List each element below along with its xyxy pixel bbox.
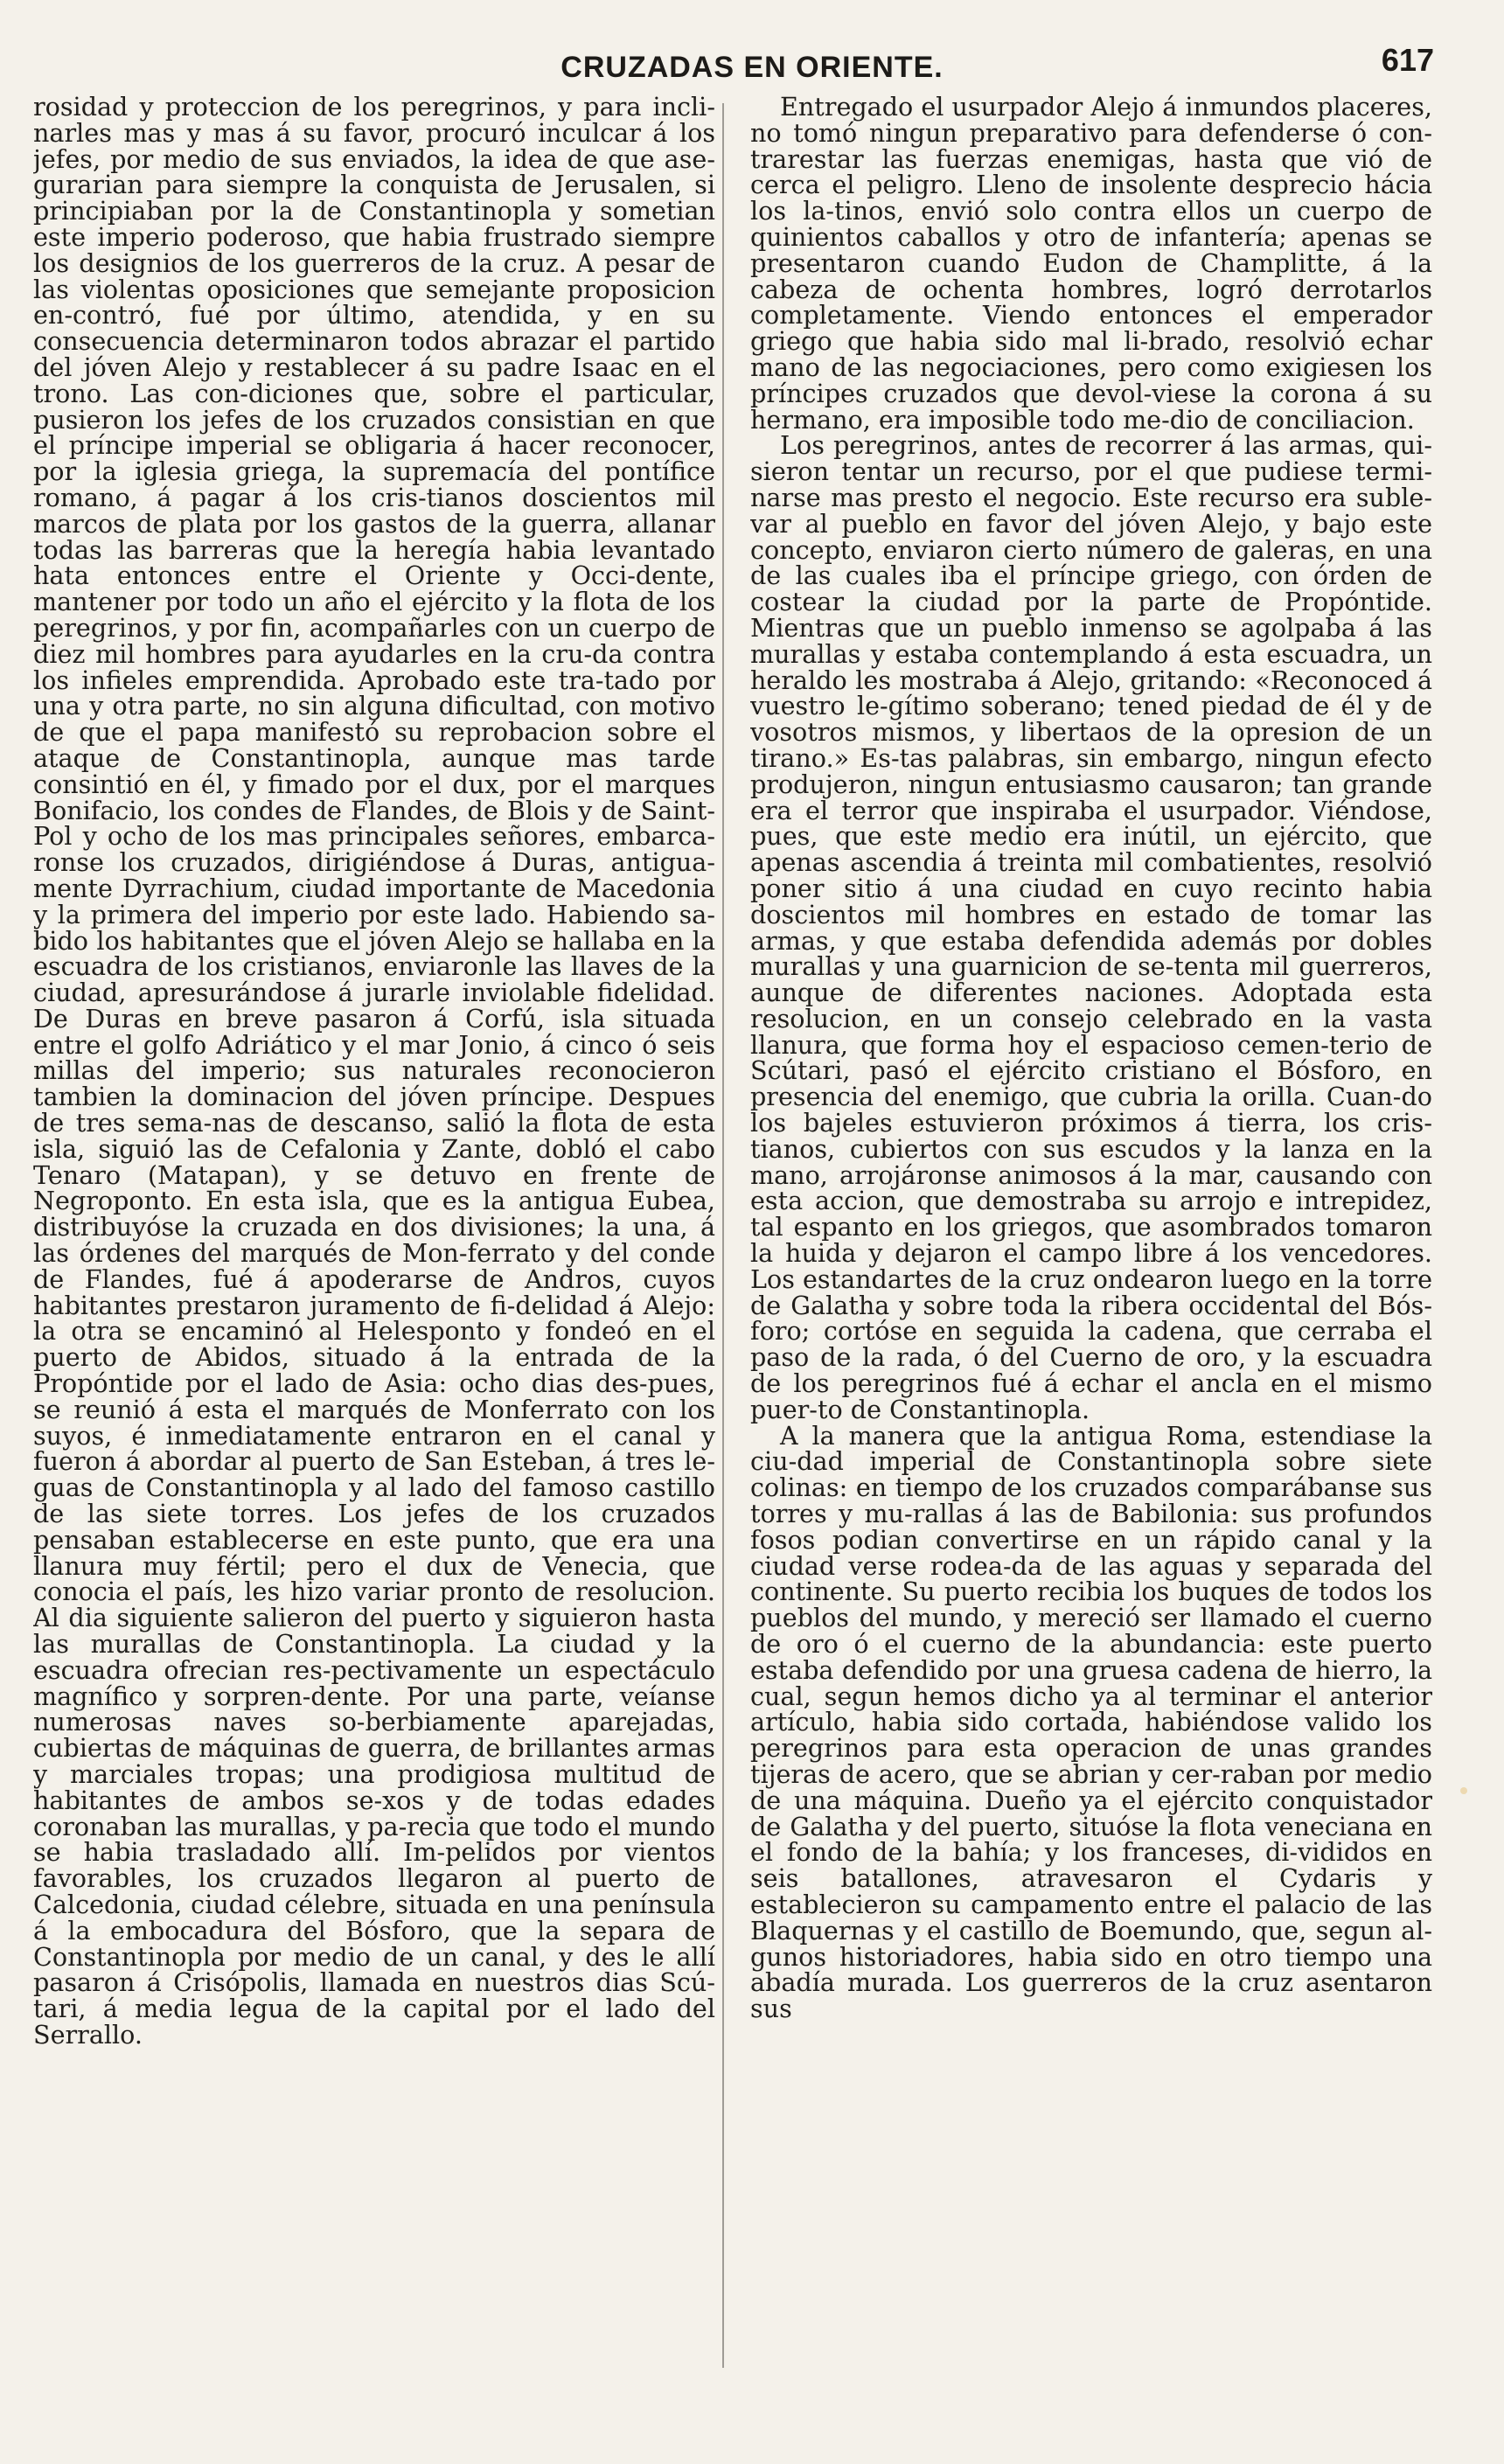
page-number: 617 (1381, 42, 1434, 78)
ink-speck (1460, 1787, 1467, 1794)
left-column (33, 94, 715, 2368)
right-paragraph-1: Entregado el usurpador Alejo á inmundos placeres, no tomó ningun preparativo para defenderse ó con-trarestar las fuerzas enemigas, hasta que vió de cerca el peligro. Lleno de insolente desprecio hácia los la-tinos, envió solo contra ellos un cuerpo de quinientos caballos y otro de infantería; apenas se presentaron cuando Eudon de Champlitte, á la cabeza de ochenta hombres, logró derrotarlos completamente. Viendo entonces el emperador griego que habia sido mal li-brado, resolvió echar mano de las negociaciones, pero como exigiesen los príncipes cruzados que devol-viese la corona á su hermano, era imposible todo me-dio de conciliacion. (750, 94, 1432, 435)
right-paragraph-2: Los peregrinos, antes de recorrer á las armas, qui-sieron tentar un recurso, por el que pudiese termi-narse mas presto el negocio. Este recurso era suble-var al pueblo en favor del jóven Alejo, y bajo este concepto, enviaron cierto número de galeras, en una de las cuales iba el príncipe griego, con órden de costear la ciudad por la parte de Propóntide. Mientras que un pueblo inmenso se agolpaba á las murallas y estaba contemplando á esta escuadra, un heraldo les mostraba á Alejo, gritando: «Reconoced á vuestro le-gítimo soberano; tened piedad de él y de vosotros mismos, y libertaos de la opresion de un tirano.» Es-tas palabras, sin embargo, ningun efecto produjeron, ningun entusiasmo causaron; tan grande era el terror que inspiraba el usurpador. Viéndose, pues, que este medio era inútil, un ejército, que apenas ascendia á treinta mil combatientes, resolvió poner sitio á una ciudad en cuyo recinto habia doscientos mil hombres en estado de tomar las armas, y que estaba defendida además por dobles murallas y una guarnicion de se-tenta mil guerreros, aunque de diferentes naciones. Adoptada esta resolucion, en un consejo celebrado en la vasta llanura, que forma hoy el espacioso cemen-terio de Scútari, pasó el ejército cristiano el Bósforo, en presencia del enemigo, que cubria la orilla. Cuan-do los bajeles estuvieron próximos á tierra, los cris-tianos, cubiertos con sus escudos y la lanza en la mano, arrojáronse animosos á la mar, causando con esta accion, que demostraba su arrojo e intrepidez, tal espanto en los griegos, que asombrados tomaron la huida y dejaron el campo libre á los vencedores. Los estandartes de la cruz ondearon luego en la torre de Galatha y sobre toda la ribera occidental del Bós-foro; cortóse en seguida la cadena, que cerraba el paso de la rada, ó del Cuerno de oro, y la escuadra de los peregrinos fué á echar el ancla en el mismo puer-to de Constantinopla. (750, 430, 1432, 1424)
running-title: CRUZADAS EN ORIENTE. (561, 51, 943, 84)
right-column (750, 94, 1432, 2368)
column-divider (722, 103, 724, 2368)
left-paragraph-1: rosidad y proteccion de los peregrinos, y para incli-narles mas y mas á su favor, procuró inculcar á los jefes, por medio de sus enviados, la idea de que ase-gurarian para siempre la conquista de Jerusalen, si principiaban por la de Constantinopla y sometian este imperio poderoso, que habia frustrado siempre los designios de los guerreros de la cruz. A pesar de las violentas oposiciones que semejante proposicion en-contró, fué por último, atendida, y en su consecuencia determinaron todos abrazar el partido del jóven Alejo y restablecer á su padre Isaac en el trono. Las con-diciones que, sobre el particular, pusieron los jefes de los cruzados consistian en que el príncipe imperial se obligaria á hacer reconocer, por la iglesia griega, la supremacía del pontífice romano, á pagar á los cris-tianos doscientos mil marcos de plata por los gastos de la guerra, allanar todas las barreras que la heregía habia levantado hata entonces entre el Oriente y Occi-dente, mantener por todo un año el ejército y la flota de los peregrinos, y por fin, acompañarles con un cuerpo de diez mil hombres para ayudarles en la cru-da contra los infieles emprendida. Aprobado este tra-tado por una y otra parte, no sin alguna dificultad, con motivo de que el papa manifestó su reprobacion sobre el ataque de Constantinopla, aunque mas tarde consintió en él, y fimado por el dux, por el marques Bonifacio, los condes de Flandes, de Blois y de Saint-Pol y ocho de los mas principales señores, embarca-ronse los cruzados, dirigiéndose á Duras, antigua-mente Dyrrachium, ciudad importante de Macedonia y la primera del imperio por este lado. Habiendo sa-bido los habitantes que el jóven Alejo se hallaba en la escuadra de los cristianos, enviaronle las llaves de la ciudad, apresurándose á jurarle inviolable fidelidad. De Duras en breve pasaron á Corfú, isla situada entre el golfo Adriático y el mar Jonio, á cinco ó seis millas del imperio; sus naturales reconocieron tambien la dominacion del jóven príncipe. Despues de tres sema-nas de descanso, salió la flota de esta isla, siguió las de Cefalonia y Zante, dobló el cabo Tenaro (Matapan), y se detuvo en frente de Negroponto. En esta isla, que es la antigua Eubea, distribuyóse la cruzada en dos divisiones; la una, á las órdenes del marqués de Mon-ferrato y del conde de Flandes, fué á apoderarse de Andros, cuyos habitantes prestaron juramento de fi-delidad á Alejo: la otra se encaminó al Helesponto y fondeó en el puerto de Abidos, situado á la entrada de la Propóntide por el lado de Asia: ocho dias des-pues, se reunió á esta el marqués de Monferrato con los suyos, é inmediatamente entraron en el canal y fueron á abordar al puerto de San Esteban, á tres le-guas de Constantinopla y al lado del famoso castillo de las siete torres. Los jefes de los cruzados pensaban establecerse en este punto, que era una llanura muy fértil; pero el dux de Venecia, que conocia el país, les hizo variar pronto de resolucion. Al dia siguiente salieron del puerto y siguieron hasta las murallas de Constantinopla. La ciudad y la escuadra ofrecian res-pectivamente un espectáculo magnífico y sorpren-dente. Por una parte, veíanse numerosas naves so-berbiamente aparejadas, cubiertas de máquinas de guerra, de brillantes armas y marciales tropas; una prodigiosa multitud de habitantes de ambos se-xos y de todas edades coronaban las murallas, y pa-recia que todo el mundo se habia trasladado allí. Im-pelidos por vientos favorables, los cruzados llegaron al puerto de Calcedonia, ciudad célebre, situada en una península á la embocadura del Bósforo, que la separa de Constantinopla por medio de un canal, y des le allí pasaron á Crisópolis, llamada en nuestros dias Scú-tari, á media legua de la capital por el lado del Serrallo. (33, 94, 715, 2050)
right-paragraph-3: A la manera que la antigua Roma, estendiase la ciu-dad imperial de Constantinopla sobre siete colinas: en tiempo de los cruzados comparábanse sus torres y mu-rallas á las de Babilonia: sus profundos fosos podian convertirse en un rápido canal y la ciudad verse rodea-da de las aguas y separada del continente. Su puerto recibia los buques de todos los pueblos del mundo, y mereció ser llamado el cuerno de oro ó el cuerno de la abundancia: este puerto estaba defendido por una gruesa cadena de hierro, la cual, segun hemos dicho ya al terminar el anterior artículo, habia sido cortada, habiéndose valido los peregrinos para esta operacion de unas grandes tijeras de acero, que se abrian y cer-raban por medio de una máquina. Dueño ya el ejército conquistador de Galatha y del puerto, situóse la flota veneciana en el fondo de la bahía; y los franceses, di-vididos en seis batallones, atravesaron el Cydaris y establecieron su campamento entre el palacio de las Blaquernas y el castillo de Boemundo, que, segun al-gunos historiadores, habia sido en otro tiempo una abadía murada. Los guerreros de la cruz asentaron sus (750, 1420, 1432, 2024)
